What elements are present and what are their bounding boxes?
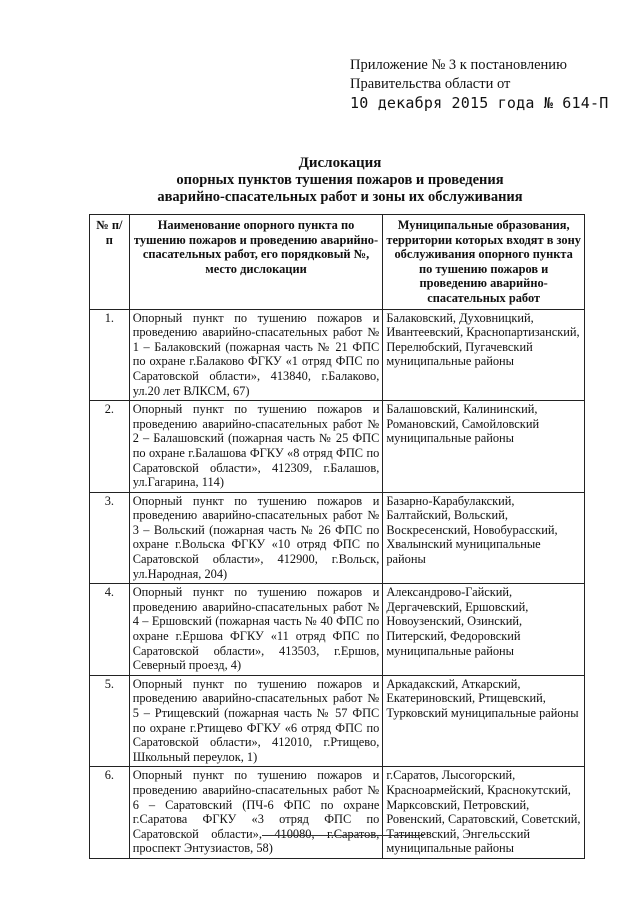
table-row [90, 675, 585, 767]
row-point-name: Опорный пункт по тушению пожаров и проведению аварийно-спасательных работ № 4 – Ершовский (пожарная часть № 40 ФПС по охране г.Ершова ФГКУ «11 отряд ФПС по Саратовской области», 413503, г.Ершов, Северный проезд, 4) [129, 584, 383, 676]
row-number: 1. [90, 309, 130, 401]
title-line-2: опорных пунктов тушения пожаров и проведения [176, 172, 504, 188]
row-number: 6. [90, 767, 130, 859]
table-row [90, 767, 585, 859]
appendix-header [350, 56, 610, 113]
dislocation-table [89, 214, 585, 859]
header-number: № п/п [90, 215, 130, 310]
title-line-3: аварийно-спасательных работ и зоны их обслуживания [157, 189, 523, 205]
row-point-name: Опорный пункт по тушению пожаров и проведению аварийно-спасательных работ № 2 – Балашовский (пожарная часть № 25 ФПС по охране г.Балашова ФГКУ «8 отряд ФПС по Саратовской области», 412309, г.Балашов, ул.Гагарина, 114) [129, 401, 383, 493]
table-header-row [90, 215, 585, 310]
row-municipal: г.Саратов, Лысогорский, Красноармейский, Краснокутский, Марксовский, Петровский, Ровенский, Саратовский, Советский, Татищевский, Энгельсский муниципальные районы [383, 767, 585, 859]
appendix-date-line: 10 декабря 2015 года № 614-П [350, 94, 609, 112]
row-number: 2. [90, 401, 130, 493]
row-number: 4. [90, 584, 130, 676]
row-municipal: Балаковский, Духовницкий, Ивантеевский, Краснопартизанский, Перелюбский, Пугачевский муниципальные районы [383, 309, 585, 401]
document-title [60, 155, 620, 206]
row-number: 3. [90, 492, 130, 584]
table-row [90, 492, 585, 584]
header-municipal: Муниципальные образования, территории которых входят в зону обслуживания опорного пункта по тушению пожаров и проведению аварийно-спасательных работ [383, 215, 585, 310]
table-row [90, 584, 585, 676]
row-point-name: Опорный пункт по тушению пожаров и проведению аварийно-спасательных работ № 1 – Балаковский (пожарная часть № 21 ФПС по охране г.Балаково ФГКУ «1 отряд ФПС по Саратовской области», 413840, г.Балаково, ул.20 лет ВЛКСМ, 67) [129, 309, 383, 401]
row-municipal: Балашовский, Калининский, Романовский, Самойловский муниципальные районы [383, 401, 585, 493]
row-number: 5. [90, 675, 130, 767]
row-point-name: Опорный пункт по тушению пожаров и проведению аварийно-спасательных работ № 5 – Ртищевский (пожарная часть № 57 ФПС по охране г.Ртищево ФГКУ «6 отряд ФПС по Саратовской области», 412010, г.Ртищево, Школьный переулок, 1) [129, 675, 383, 767]
row-point-name: Опорный пункт по тушению пожаров и проведению аварийно-спасательных работ № 3 – Вольский (пожарная часть № 26 ФПС по охране г.Вольска ФГКУ «10 отряд ФПС по Саратовской области», 412900, г.Вольск, ул.Народная, 204) [129, 492, 383, 584]
title-line-1: Дислокация [298, 155, 382, 171]
table-row [90, 401, 585, 493]
row-point-name: Опорный пункт по тушению пожаров и проведению аварийно-спасательных работ № 6 – Саратовский (ПЧ-6 ФПС по охране г.Саратова ФГКУ «3 отряд ФПС по Саратовской области», 410080, г.Саратов, проспект Энтузиастов, 58) [129, 767, 383, 859]
appendix-line-1: Приложение № 3 к постановлению [350, 57, 567, 73]
row-municipal: Александрово-Гайский, Дергачевский, Ершовский, Новоузенский, Озинский, Питерский, Федоровский муниципальные районы [383, 584, 585, 676]
row-municipal: Аркадакский, Аткарский, Екатериновский, Ртищевский, Турковский муниципальные районы [383, 675, 585, 767]
row-municipal: Базарно-Карабулакский, Балтайский, Вольский, Воскресенский, Новобурасский, Хвалынский муниципальные районы [383, 492, 585, 584]
table-row [90, 309, 585, 401]
appendix-line-2: Правительства области от [350, 76, 511, 92]
closing-line [262, 835, 424, 836]
header-point-name: Наименование опорного пункта по тушению пожаров и проведению аварийно-спасательных работ, его порядковый №, место дислокации [129, 215, 383, 310]
